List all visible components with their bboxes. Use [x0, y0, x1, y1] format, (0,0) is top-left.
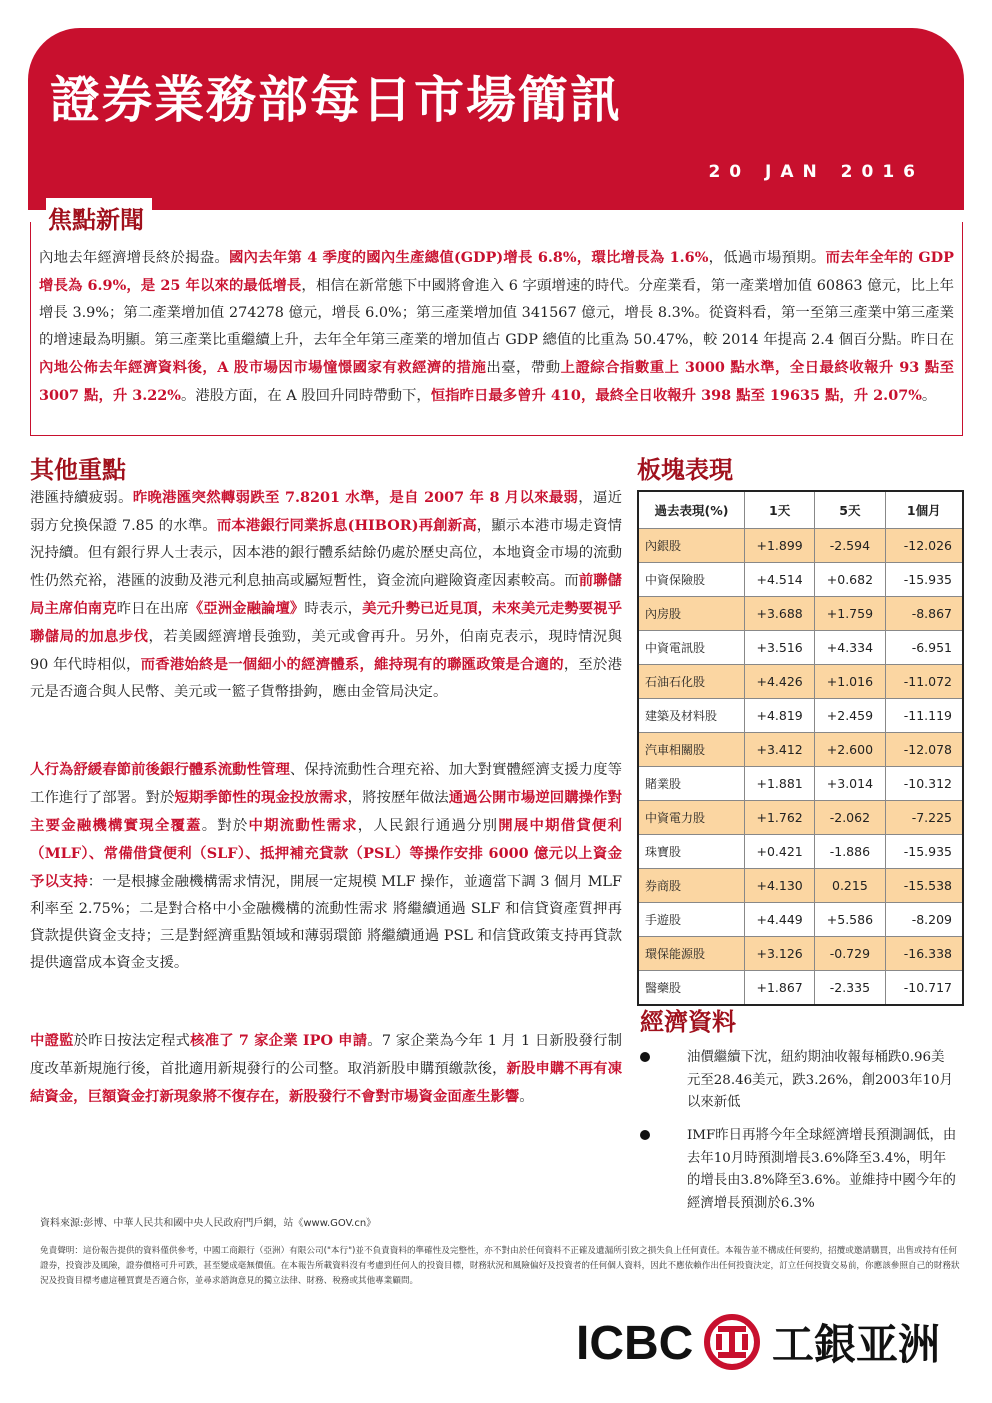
body-text: ，相信在新常態下中國將會進入 6 字頭增速的時代。分産業看，第一產業增加值 60863 億元，比上年增長 3.9%；第二產業增加值 274278 億元，增長 6.0%；第三產業增加值 341567 億元，增長 8.3%。從資料看，第一至第三產業中第三產業的增速最為明顯。第三產業比重繼續上升，去年全年第三產業的增加值占 GDP 總值的比重為 50.47%，較 2014 年提高 2.4 個百分點。昨日在 — [39, 278, 954, 348]
five-day-cell: -2.062 — [815, 801, 885, 835]
other-highlights-body — [30, 484, 622, 1111]
body-text: ，低過市場預期。 — [708, 250, 826, 266]
table-header-row — [638, 491, 963, 529]
highlighted-text: 人行為舒緩春節前後銀行體系流動性管理 — [30, 761, 290, 778]
header-banner — [28, 28, 964, 210]
highlighted-text: 昨晚港匯突然轉弱跌至 7.8201 水準，是自 2007 年 8 月以來最弱 — [132, 489, 579, 506]
one-month-cell: -15.538 — [885, 869, 963, 903]
body-text: ，逼近弱方兌換保證 7.85 的水準。 — [30, 490, 622, 534]
one-day-cell: +4.514 — [745, 563, 815, 597]
table-row — [638, 699, 963, 733]
five-day-cell: +1.016 — [815, 665, 885, 699]
sector-name-cell: 汽車相關股 — [638, 733, 745, 767]
sector-name-cell: 石油石化股 — [638, 665, 745, 699]
body-text: 時表示， — [304, 601, 363, 617]
sector-performance-title: 板塊表現 — [637, 456, 733, 484]
body-text: ，人民銀行通過分別 — [357, 818, 499, 834]
sector-name-cell: 手遊股 — [638, 903, 745, 937]
five-day-cell: +3.014 — [815, 767, 885, 801]
sector-performance-table — [637, 490, 964, 1006]
focus-news-title: 焦點新聞 — [46, 198, 152, 237]
body-text: 港匯持續疲弱。 — [30, 490, 133, 506]
five-day-cell: +5.586 — [815, 903, 885, 937]
one-day-cell: +4.449 — [745, 903, 815, 937]
column-header: 5天 — [815, 491, 885, 529]
body-text: ，顯示本港市場走資情況持續。但有銀行界人士表示，因本港的銀行體系結餘仍處於歷史高位，本地資金市場的流動性仍然充裕，港匯的波動及港元利息抽高或屬短暫性，資金流向避險資產因素較高。而 — [30, 518, 622, 589]
highlighted-text: 中期流動性需求 — [248, 817, 358, 834]
one-day-cell: +1.881 — [745, 767, 815, 801]
focus-news-paragraph — [39, 244, 954, 410]
body-text: ，至於港元是否適合與人民幣、美元或一籃子貨幣掛鉤，應由金管局決定。 — [30, 657, 622, 700]
highlighted-text: 通過公開市場逆回購操作對主要金融機構實現全覆蓋 — [30, 789, 622, 834]
body-text: 於昨日按法定程式 — [73, 1033, 191, 1049]
highlighted-text: 上證綜合指數重上 3000 點水準，全日最終收報升 93 點至 3007 點，升 3.22% — [39, 359, 954, 404]
five-day-cell: -2.594 — [815, 529, 885, 563]
highlight-paragraph-csrc — [30, 1027, 622, 1111]
highlight-paragraph-pboc — [30, 756, 622, 977]
sector-name-cell: 券商股 — [638, 869, 745, 903]
five-day-cell: -1.886 — [815, 835, 885, 869]
column-header: 1天 — [745, 491, 815, 529]
highlighted-text: 而香港始終是一個細小的經濟體系，維持現有的聯匯政策是合適的 — [140, 656, 564, 673]
one-day-cell: +3.688 — [745, 597, 815, 631]
one-month-cell: -12.078 — [885, 733, 963, 767]
report-date: 20 JAN 2016 — [708, 162, 924, 182]
one-month-cell: -11.072 — [885, 665, 963, 699]
one-month-cell: -11.119 — [885, 699, 963, 733]
body-text: 內地去年經濟增長終於揭盎。 — [39, 250, 229, 266]
sector-name-cell: 建築及材料股 — [638, 699, 745, 733]
table-row — [638, 665, 963, 699]
body-text: 出臺，帶動 — [486, 360, 561, 376]
one-day-cell: +1.762 — [745, 801, 815, 835]
sector-name-cell: 賭業股 — [638, 767, 745, 801]
highlighted-text: 核准了 7 家企業 IPO 申請 — [190, 1032, 368, 1049]
highlighted-text: 國內去年第 4 季度的國內生產總值(GDP)增長 6.8%，環比增長為 1.6% — [228, 249, 709, 266]
highlighted-text: 短期季節性的現金投放需求 — [174, 789, 348, 806]
one-month-cell: -12.026 — [885, 529, 963, 563]
table-row — [638, 971, 963, 1006]
page-title: 證券業務部每日市場簡訊 — [50, 71, 622, 129]
five-day-cell: +2.600 — [815, 733, 885, 767]
data-source-note: 資料來源:彭博、中華人民共和國中央人民政府門戶網，站《www.GOV.cn》 — [40, 1218, 377, 1229]
one-day-cell: +4.426 — [745, 665, 815, 699]
table-row — [638, 733, 963, 767]
column-header: 1個月 — [885, 491, 963, 529]
one-month-cell: -7.225 — [885, 801, 963, 835]
one-month-cell: -16.338 — [885, 937, 963, 971]
table-row — [638, 767, 963, 801]
table-row — [638, 529, 963, 563]
body-text: 。對於 — [201, 818, 249, 834]
five-day-cell: -0.729 — [815, 937, 885, 971]
sector-name-cell: 環保能源股 — [638, 937, 745, 971]
one-month-cell: -15.935 — [885, 835, 963, 869]
sector-name-cell: 內銀股 — [638, 529, 745, 563]
one-day-cell: +1.867 — [745, 971, 815, 1006]
one-day-cell: +1.899 — [745, 529, 815, 563]
one-month-cell: -8.209 — [885, 903, 963, 937]
econ-item-text: IMF昨日再將今年全球經濟增長預測調低，由去年10月時預測增長3.6%降至3.4%，明年的增長由3.8%降至3.6%。並維持中國今年的經濟增長預測於6.3% — [687, 1128, 957, 1211]
highlighted-text: 恒指昨日最多曾升 410，最終全日收報升 398 點至 19635 點，升 2.07% — [430, 387, 922, 404]
table-row — [638, 937, 963, 971]
sector-name-cell: 中資電訊股 — [638, 631, 745, 665]
highlighted-text: 美元升勢已近見頂，未來美元走勢要視乎聯儲局的加息步伐 — [30, 600, 622, 645]
one-day-cell: +4.819 — [745, 699, 815, 733]
icbc-emblem-icon — [707, 1317, 757, 1367]
one-month-cell: -8.867 — [885, 597, 963, 631]
one-day-cell: +3.412 — [745, 733, 815, 767]
icbc-logo — [576, 1312, 966, 1372]
table-row — [638, 597, 963, 631]
logo-text-zh: 工銀亚洲 — [772, 1320, 941, 1369]
body-text: ，將按歷年做法 — [347, 790, 449, 806]
body-text: 。港股方面，在 A 股回升同時帶動下， — [180, 388, 431, 404]
focus-news-box — [30, 222, 963, 436]
one-day-cell: +3.516 — [745, 631, 815, 665]
one-day-cell: +4.130 — [745, 869, 815, 903]
five-day-cell: +1.759 — [815, 597, 885, 631]
five-day-cell: -2.335 — [815, 971, 885, 1006]
highlighted-text: 開展中期借貸便利（MLF）、常備借貸便利（SLF）、抵押補充貸款（PSL）等操作安排 6000 億元以上資金予以支持 — [30, 817, 622, 890]
highlighted-text: 而本港銀行同業拆息(HIBOR)再創新高 — [216, 517, 477, 534]
econ-item-text: 油價繼續下沈，紐約期油收報每桶跌0.96美元至28.46美元，跌3.26%，創2003年10月以來新低 — [687, 1050, 953, 1110]
disclaimer-text: 免責聲明：這份報告提供的資料僅供參考，中國工商銀行（亞洲）有限公司("本行")並不負責資料的準確性及完整性，亦不對由於任何資料不正確及遺漏所引致之損失負上任何責任。本報告並不構成任何要約，招攬或邀請購買，出售或持有任何證券，投資涉及風險，證券價格可升可跌，甚至變成毫無價值。在本報告所載資料沒有考慮到任何人的投資目標，財務狀況和風險偏好及投資者的任何個人資料，因此不應依賴作出任何投資決定，訂立任何投資交易前，你應該參照自己的財務狀況及投資目標考慮這種買賣是否適合你，並尋求諮詢意見的獨立法律、財務、稅務或其他專業顧問。 — [40, 1246, 960, 1286]
highlighted-text: 前聯儲局主席伯南克 — [30, 572, 622, 617]
table-row — [638, 563, 963, 597]
one-month-cell: -6.951 — [885, 631, 963, 665]
sector-name-cell: 內房股 — [638, 597, 745, 631]
table-row — [638, 903, 963, 937]
highlighted-text: 《亞洲金融論壇》 — [188, 600, 305, 617]
one-month-cell: -15.935 — [885, 563, 963, 597]
body-text: ：一是根據金融機構需求情況，開展一定規模 MLF 操作，並適當下調 3 個月 MLF 利率至 2.75%；二是對合格中小金融機構的流動性需求 將繼續通過 SLF 和信貸資產質押再貸款提供資金支持；三是對經濟重點領域和薄弱環節 將繼續通過 PSL 和信貸政策支持再貸款提供適當成本資金支援。 — [30, 874, 622, 971]
bullet-icon — [640, 1130, 650, 1140]
one-day-cell: +3.126 — [745, 937, 815, 971]
body-text: 。 — [921, 388, 937, 404]
body-text: ，若美國經濟增長強勁，美元或會再升。另外，伯南克表示，現時情況與 90 年代時相似， — [30, 629, 622, 673]
sector-name-cell: 珠寶股 — [638, 835, 745, 869]
one-day-cell: +0.421 — [745, 835, 815, 869]
column-header: 過去表現(%) — [638, 491, 745, 529]
highlighted-text: 內地公佈去年經濟資料後，A 股市場因市場憧憬國家有救經濟的措施 — [39, 359, 487, 376]
sector-name-cell: 醫藥股 — [638, 971, 745, 1006]
table-row — [638, 869, 963, 903]
bullet-icon — [640, 1052, 650, 1062]
highlighted-text: 新股申購不再有凍結資金，巨額資金打新現象將不復存在，新股發行不會對市場資金面產生影響 — [30, 1060, 622, 1105]
table-row — [638, 835, 963, 869]
five-day-cell: +2.459 — [815, 699, 885, 733]
body-text: 昨日在出席 — [116, 601, 189, 617]
one-month-cell: -10.717 — [885, 971, 963, 1006]
economic-data-title: 經濟資料 — [640, 1008, 736, 1036]
one-month-cell: -10.312 — [885, 767, 963, 801]
logo-text-en: ICBC — [576, 1317, 694, 1370]
highlighted-text: 而去年全年的 GDP 增長為 6.9%，是 25 年以來的最低增長 — [39, 249, 954, 294]
body-text: 、保持流動性合理充裕、加大對實體經濟支援力度等工作進行了部署。對於 — [30, 762, 622, 806]
highlighted-text: 中證監 — [30, 1032, 74, 1049]
highlight-paragraph-hkd — [30, 484, 622, 706]
five-day-cell: +4.334 — [815, 631, 885, 665]
table-row — [638, 631, 963, 665]
five-day-cell: 0.215 — [815, 869, 885, 903]
other-highlights-title: 其他重點 — [30, 456, 126, 484]
five-day-cell: +0.682 — [815, 563, 885, 597]
body-text: 。7 家企業為今年 1 月 1 日新股發行制度改革新規施行後，首批適用新規發行的公司整。取消新股申購預繳款後， — [30, 1033, 622, 1077]
table-row — [638, 801, 963, 835]
sector-name-cell: 中資保險股 — [638, 563, 745, 597]
sector-name-cell: 中資電力股 — [638, 801, 745, 835]
body-text: 。 — [519, 1089, 534, 1105]
